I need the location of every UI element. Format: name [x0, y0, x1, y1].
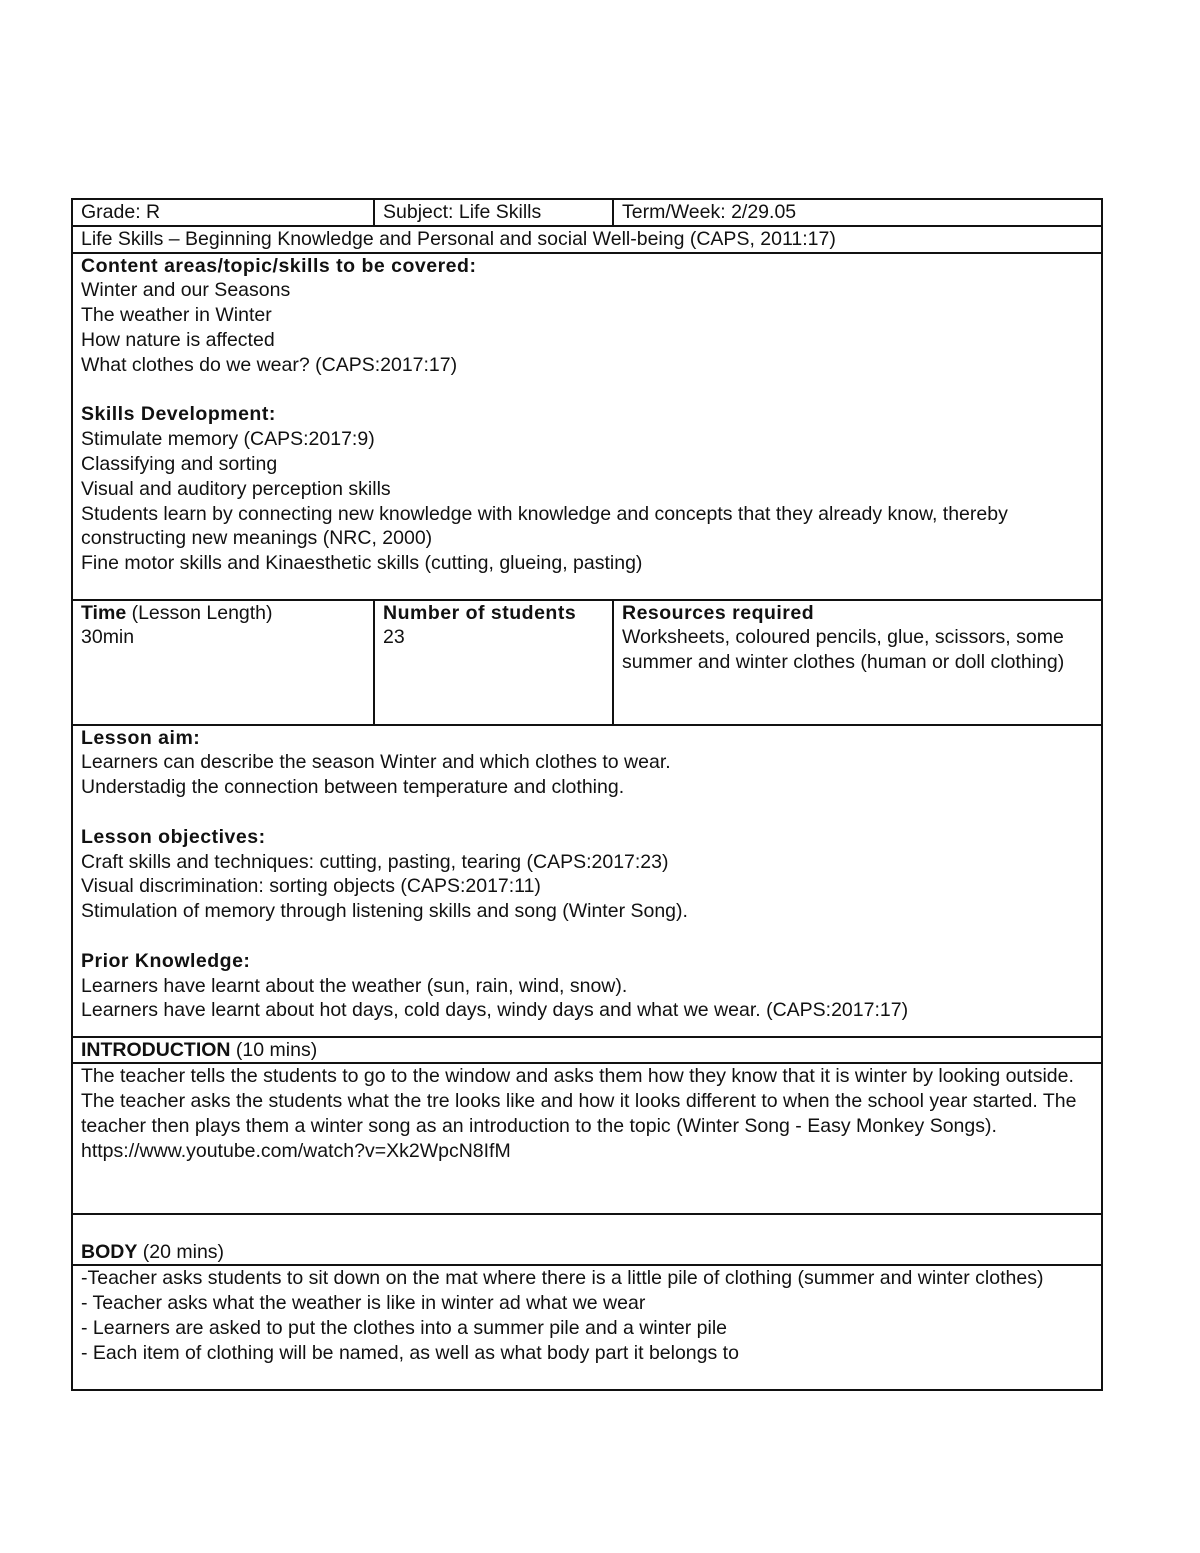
body-item: -Teacher asks students to sit down on the mat where there is a little pile of clothing (summer and winter clothes)	[81, 1267, 1044, 1290]
lesson-plan-sheet	[71, 198, 1101, 1391]
body-duration: (20 mins)	[137, 1240, 225, 1263]
introduction-header-cell	[72, 1037, 1102, 1064]
grade-text: Grade: R	[81, 201, 161, 223]
skills-heading: Skills Development:	[81, 403, 276, 426]
introduction-body-cell	[72, 1063, 1102, 1214]
students-label: Number of students	[383, 601, 577, 624]
skills-item: Fine motor skills and Kinaesthetic skills (cutting, glueing, pasting)	[81, 552, 643, 575]
body-content-row	[72, 1265, 1102, 1390]
introduction-header-row	[72, 1037, 1102, 1064]
caps-row	[72, 226, 1102, 253]
aim-item: Learners can describe the season Winter and which clothes to wear.	[81, 751, 671, 774]
caps-line-text: Life Skills – Beginning Knowledge and Personal and social Well-being (CAPS, 2011:17)	[81, 227, 836, 250]
resources-cell	[613, 600, 1102, 725]
aim-item: Understadig the connection between temperature and clothing.	[81, 776, 625, 799]
content-item: The weather in Winter	[81, 304, 272, 327]
content-item: How nature is affected	[81, 328, 275, 351]
introduction-body-row	[72, 1063, 1102, 1214]
introduction-label: INTRODUCTION	[81, 1038, 231, 1061]
resources-value: Worksheets, coloured pencils, glue, scissors, some summer and winter clothes (human or doll clothing)	[622, 626, 1065, 674]
term-week-text: Term/Week: 2/29.05	[622, 201, 797, 223]
skills-item: Visual and auditory perception skills	[81, 477, 391, 500]
content-item: What clothes do we wear? (CAPS:2017:17)	[81, 353, 458, 376]
subject-cell	[374, 199, 613, 226]
spacer	[81, 924, 1093, 949]
content-item: Winter and our Seasons	[81, 279, 291, 302]
aims-cell	[72, 725, 1102, 1037]
resources-label: Resources required	[622, 601, 815, 624]
term-week-cell	[613, 199, 1102, 226]
spacer	[81, 378, 1093, 403]
body-item: - Each item of clothing will be named, as well as what body part it belongs to	[81, 1341, 739, 1364]
aim-heading: Lesson aim:	[81, 726, 201, 749]
logistics-row	[72, 600, 1102, 725]
time-value: 30min	[81, 626, 135, 649]
lesson-plan-table	[71, 198, 1103, 1391]
content-heading: Content areas/topic/skills to be covered:	[81, 254, 477, 277]
spacer	[81, 800, 1093, 825]
students-cell	[374, 600, 613, 725]
body-content-cell	[72, 1265, 1102, 1390]
aims-row	[72, 725, 1102, 1037]
introduction-duration: (10 mins)	[230, 1038, 318, 1061]
skills-item: Classifying and sorting	[81, 452, 278, 475]
caps-cell	[72, 226, 1102, 253]
introduction-link[interactable]: https://www.youtube.com/watch?v=Xk2WpcN8IfM	[81, 1139, 511, 1162]
body-header-cell	[72, 1214, 1102, 1265]
subject-text: Subject: Life Skills	[383, 201, 542, 223]
body-label: BODY	[81, 1240, 138, 1263]
grade-cell	[72, 199, 374, 226]
time-label: Time	[81, 601, 127, 624]
students-value: 23	[383, 626, 405, 649]
content-skills-row	[72, 253, 1102, 600]
body-header-row	[72, 1214, 1102, 1265]
time-cell	[72, 600, 374, 725]
objectives-heading: Lesson objectives:	[81, 825, 266, 848]
content-skills-cell	[72, 253, 1102, 600]
skills-item: Stimulate memory (CAPS:2017:9)	[81, 428, 375, 451]
introduction-text: The teacher tells the students to go to the window and asks them how they know that it is winter by looking outside. The teacher asks the students what the tre looks like and how it looks different to when the school year started. The teacher then plays them a winter song as an introduction to the topic (Winter Song - Easy Monkey Songs).	[81, 1065, 1077, 1137]
objective-item: Stimulation of memory through listening skills and song (Winter Song).	[81, 900, 688, 923]
body-item: - Learners are asked to put the clothes into a summer pile and a winter pile	[81, 1316, 728, 1339]
prior-item: Learners have learnt about the weather (sun, rain, wind, snow).	[81, 974, 628, 997]
objective-item: Craft skills and techniques: cutting, pasting, tearing (CAPS:2017:23)	[81, 850, 669, 873]
body-item: - Teacher asks what the weather is like in winter ad what we wear	[81, 1292, 646, 1315]
prior-item: Learners have learnt about hot days, cold days, windy days and what we wear. (CAPS:2017:17)	[81, 999, 909, 1022]
header-row	[72, 199, 1102, 226]
skills-item: Students learn by connecting new knowledge with knowledge and concepts that they already know, thereby constructing new meanings (NRC, 2000)	[81, 502, 1008, 550]
time-note: (Lesson Length)	[126, 601, 273, 624]
objective-item: Visual discrimination: sorting objects (CAPS:2017:11)	[81, 875, 541, 898]
prior-heading: Prior Knowledge:	[81, 949, 251, 972]
